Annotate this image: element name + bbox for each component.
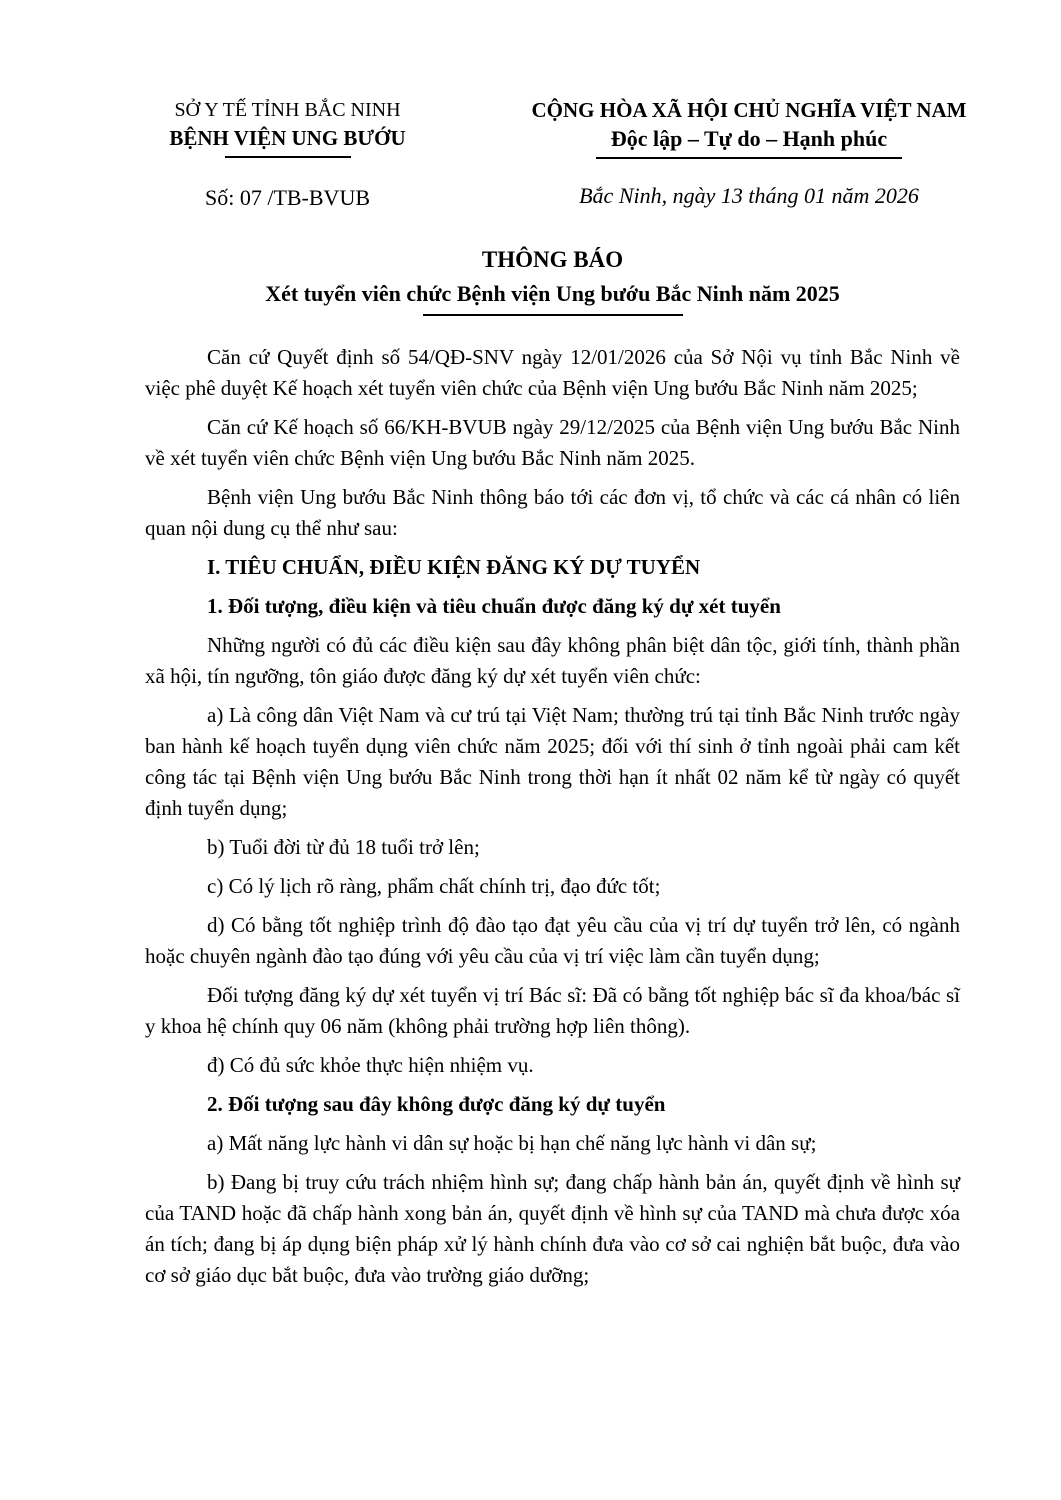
paragraph-doctor-requirement: Đối tượng đăng ký dự xét tuyển vị trí Bác sĩ: Đã có bằng tốt nghiệp bác sĩ đa khoa/bác sĩ y khoa hệ chính quy 06 năm (không phải trường hợp liên thông). — [145, 983, 960, 1038]
paragraph-legal-basis-2: Căn cứ Kế hoạch số 66/KH-BVUB ngày 29/12/2025 của Bệnh viện Ung bướu Bắc Ninh về xét tuyển viên chức Bệnh viện Ung bướu Bắc Ninh năm 2025. — [145, 415, 960, 470]
subsection-heading-1-2: 2. Đối tượng sau đây không được đăng ký dự tuyển — [207, 1092, 666, 1116]
paragraph-condition-a: a) Là công dân Việt Nam và cư trú tại Việt Nam; thường trú tại tỉnh Bắc Ninh trước ngày ban hành kế hoạch tuyển dụng viên chức năm 2025; đối với thí sinh ở tỉnh ngoài phải cam kết công tác tại Bệnh viện Ung bướu Bắc Ninh trong thời hạn ít nhất 02 năm kể từ ngày có quyết định tuyển dụng; — [145, 703, 960, 820]
paragraph-condition-c: c) Có lý lịch rõ ràng, phẩm chất chính trị, đạo đức tốt; — [207, 874, 661, 898]
paragraph-eligibility-intro: Những người có đủ các điều kiện sau đây không phân biệt dân tộc, giới tính, thành phần xã hội, tín ngưỡng, tôn giáo được đăng ký dự xét tuyển viên chức: — [145, 633, 960, 688]
document-header — [0, 96, 1061, 211]
paragraph-condition-d: d) Có bằng tốt nghiệp trình độ đào tạo đạt yêu cầu của vị trí dự tuyển trở lên, có ngành hoặc chuyên ngành đào tạo đúng với yêu cầu của vị trí việc làm cần tuyển dụng; — [145, 913, 960, 968]
doc-subject-title: Xét tuyển viên chức Bệnh viện Ung bướu Bắc Ninh năm 2025 — [265, 281, 840, 306]
org-name: BỆNH VIỆN UNG BƯỚU — [169, 126, 406, 150]
doc-type-title: THÔNG BÁO — [481, 247, 624, 272]
subsection-heading-1-1: 1. Đối tượng, điều kiện và tiêu chuẩn được đăng ký dự xét tuyển — [207, 594, 781, 618]
paragraph-exclusion-a: a) Mất năng lực hành vi dân sự hoặc bị hạn chế năng lực hành vi dân sự; — [207, 1131, 817, 1155]
paragraph-condition-dd: đ) Có đủ sức khỏe thực hiện nhiệm vụ. — [207, 1053, 534, 1077]
document-body — [145, 342, 960, 1291]
issuer-block — [145, 96, 430, 211]
title-underline — [423, 314, 683, 316]
paragraph-legal-basis-1: Căn cứ Quyết định số 54/QĐ-SNV ngày 12/01/2026 của Sở Nội vụ tỉnh Bắc Ninh về việc phê duyệt Kế hoạch xét tuyển viên chức của Bệnh viện Ung bướu Bắc Ninh năm 2025; — [145, 345, 960, 400]
parent-org-name: SỞ Y TẾ TỈNH BẮC NINH — [174, 99, 401, 121]
national-motto: Độc lập – Tự do – Hạnh phúc — [610, 126, 888, 151]
paragraph-exclusion-b: b) Đang bị truy cứu trách nhiệm hình sự; đang chấp hành bản án, quyết định về hình sự của TAND hoặc đã chấp hành xong bản án, quyết định về hình sự của TAND mà chưa được xóa án tích; đang bị áp dụng biện pháp xử lý hành chính đưa vào cơ sở cai nghiện bắt buộc, đưa vào cơ sở giáo dục bắt buộc, đưa vào trường giáo dưỡng; — [145, 1170, 960, 1287]
title-block — [145, 245, 960, 316]
place-and-date: Bắc Ninh, ngày 13 tháng 01 năm 2026 — [579, 183, 919, 208]
section-heading-1: I. TIÊU CHUẨN, ĐIỀU KIỆN ĐĂNG KÝ DỰ TUYỂN — [207, 555, 701, 579]
paragraph-condition-b: b) Tuổi đời từ đủ 18 tuổi trở lên; — [207, 835, 480, 859]
paragraph-announcement-intro: Bệnh viện Ung bướu Bắc Ninh thông báo tới các đơn vị, tổ chức và các cá nhân có liên quan nội dung cụ thể như sau: — [145, 485, 960, 540]
org-name-underline — [225, 156, 351, 158]
national-header-block — [499, 96, 999, 211]
document-number: Số: 07 /TB-BVUB — [204, 185, 371, 210]
country-name: CỘNG HÒA XÃ HỘI CHỦ NGHĨA VIỆT NAM — [531, 98, 967, 122]
motto-underline — [596, 157, 902, 159]
